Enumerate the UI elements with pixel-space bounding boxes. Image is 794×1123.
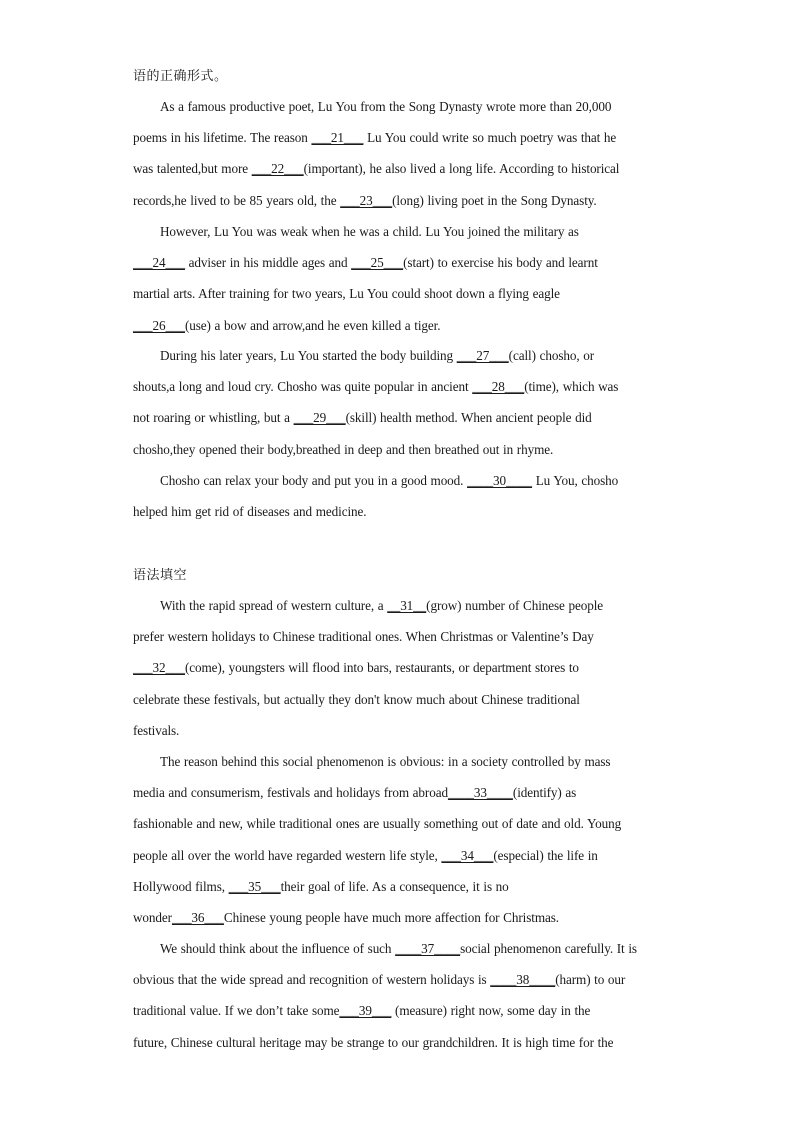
text-line (133, 933, 673, 964)
text-run: We should think about the influence of such (160, 941, 396, 956)
text-run: (start) to exercise his body and learnt (403, 255, 598, 271)
text-run: Chosho can relax your body and put you in a good mood. (160, 473, 468, 488)
text-line (133, 371, 673, 402)
text-line (133, 871, 673, 902)
answer-blank: ___39___ (339, 1003, 392, 1019)
answer-blank: ____33____ (447, 785, 513, 801)
answer-blank: ___36___ (171, 910, 224, 926)
text-run: The reason behind this social phenomenon is obvious: in a society controlled by mass (160, 754, 611, 769)
text-run: poems in his lifetime. The reason (133, 130, 312, 146)
text-run: celebrate these festivals, but actually they don't know much about Chinese traditional (133, 691, 580, 707)
text-run: As a famous productive poet, Lu You from the Song Dynasty wrote more than 20,000 (160, 99, 612, 114)
text-run: not roaring or whistling, but a (133, 410, 294, 426)
text-line (133, 652, 673, 683)
paragraph (133, 91, 673, 216)
text-run: media and consumerism, festivals and holidays from abroad (133, 785, 448, 801)
text-line (133, 402, 673, 433)
text-run: (harm) to our (555, 972, 626, 988)
text-run: (measure) right now, some day in the (391, 1003, 591, 1019)
paragraph (133, 216, 673, 341)
answer-blank: ___29___ (293, 410, 346, 426)
answer-blank: ___22___ (251, 161, 304, 177)
text-line (133, 434, 673, 465)
text-run: traditional value. If we don’t take some (133, 1003, 340, 1019)
text-run: Chinese young people have much more affection for Christmas. (223, 910, 559, 926)
text-run: obvious that the wide spread and recognition of western holidays is (133, 972, 491, 988)
section-heading: 语的正确形式。 (133, 69, 228, 84)
answer-blank: ____37____ (395, 941, 461, 956)
text-line (133, 621, 673, 652)
text-line (133, 808, 673, 839)
text-line (133, 590, 673, 621)
text-run: (skill) health method. When ancient people did (345, 410, 592, 426)
text-run: (time), which was (524, 379, 619, 395)
text-run: (long) living poet in the Song Dynasty. (392, 192, 597, 208)
text-run: records,he lived to be 85 years old, the (133, 192, 341, 208)
text-line (133, 278, 673, 309)
paragraph (133, 590, 673, 746)
text-line (133, 185, 673, 216)
text-run: With the rapid spread of western culture, a (160, 598, 388, 613)
answer-blank: ___34___ (441, 847, 494, 863)
text-run: (use) a bow and arrow,and he even killed a tiger. (184, 317, 441, 333)
answer-blank: ___25___ (351, 255, 404, 271)
text-run: adviser in his middle ages and (184, 255, 352, 271)
text-line (133, 216, 673, 247)
paragraph (133, 746, 673, 933)
text-line (133, 715, 673, 746)
text-run: shouts,a long and loud cry. Chosho was quite popular in ancient (133, 379, 473, 395)
text-run: (identify) as (512, 785, 577, 801)
text-run: (call) chosho, or (508, 348, 595, 363)
text-run: fashionable and new, while traditional ones are usually something out of date and old. Young (133, 816, 622, 832)
text-run: (especial) the life in (493, 847, 598, 863)
answer-blank: ___26___ (133, 317, 185, 333)
text-run: was talented,but more (133, 161, 252, 177)
text-run: their goal of life. As a consequence, it is no (280, 878, 509, 894)
text-line (133, 153, 673, 184)
answer-blank: ___23___ (340, 192, 393, 208)
answer-blank: ___35___ (228, 878, 281, 894)
text-run: helped him get rid of diseases and medicine. (133, 504, 367, 520)
text-line (133, 964, 673, 995)
text-line (133, 1027, 673, 1058)
text-run: social phenomenon carefully. It is (460, 941, 637, 956)
text-run: martial arts. After training for two years, Lu You could shoot down a flying eagle (133, 286, 560, 302)
text-run: Lu You, chosho (532, 473, 619, 488)
text-run: chosho,they opened their body,breathed in deep and then breathed out in rhyme. (133, 441, 554, 457)
text-line (133, 465, 673, 496)
text-line (133, 684, 673, 715)
text-run: (come), youngsters will flood into bars, restaurants, or department stores to (184, 660, 579, 676)
text-run: festivals. (133, 722, 180, 738)
text-line (133, 995, 673, 1026)
text-line (133, 746, 673, 777)
paragraph (133, 340, 673, 465)
text-line (133, 91, 673, 122)
text-run: prefer western holidays to Chinese traditional ones. When Christmas or Valentine’s Day (133, 629, 594, 645)
text-run: wonder (133, 910, 172, 926)
text-run: (grow) number of Chinese people (426, 598, 604, 613)
text-run: future, Chinese cultural heritage may be strange to our grandchildren. It is high time for the (133, 1034, 614, 1050)
text-run: Hollywood films, (133, 878, 229, 894)
text-run: However, Lu You was weak when he was a child. Lu You joined the military as (160, 224, 579, 239)
text-line (133, 840, 673, 871)
text-line (133, 122, 673, 153)
paragraph (133, 933, 673, 1058)
text-line (133, 310, 673, 341)
answer-blank: ___32___ (133, 660, 185, 676)
text-run: (important), he also lived a long life. According to historical (303, 161, 620, 177)
text-line (133, 496, 673, 527)
text-run: Lu You could write so much poetry was that he (363, 130, 617, 146)
text-line (133, 340, 673, 371)
text-line (133, 247, 673, 278)
answer-blank: ___21___ (311, 130, 364, 146)
answer-blank: ____38____ (490, 972, 556, 988)
answer-blank: ___24___ (133, 255, 185, 271)
answer-blank: __31__ (387, 598, 427, 613)
paragraph (133, 465, 673, 527)
section-heading: 语法填空 (133, 568, 188, 583)
text-line (133, 777, 673, 808)
text-run: people all over the world have regarded western life style, (133, 847, 442, 863)
text-line (133, 902, 673, 933)
answer-blank: ____30____ (467, 473, 533, 488)
answer-blank: ___27___ (456, 348, 509, 363)
text-run: During his later years, Lu You started the body building (160, 348, 457, 363)
answer-blank: ___28___ (472, 379, 525, 395)
